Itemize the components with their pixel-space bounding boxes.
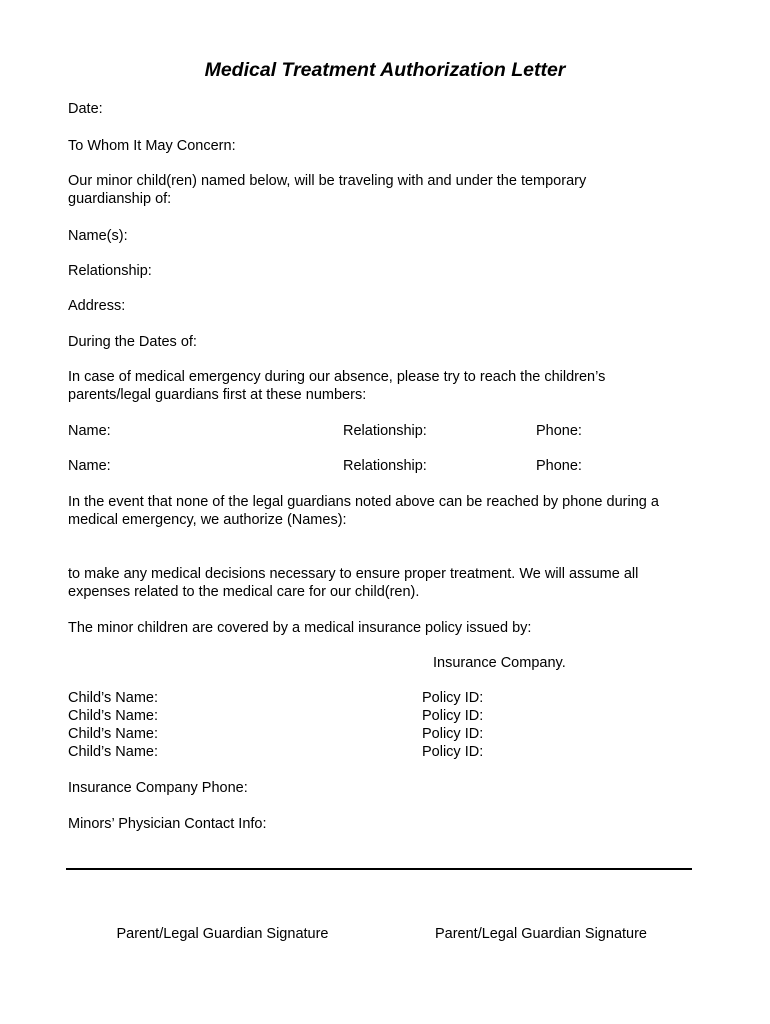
child-4-policy-field[interactable] [490, 742, 632, 757]
contact-phone-label: Phone: [536, 458, 582, 474]
names-label: Name(s): [68, 228, 128, 244]
intro-line-2: guardianship of: [68, 191, 172, 207]
document-title: Medical Treatment Authorization Letter [204, 59, 566, 81]
contact-name-label: Name: [68, 458, 111, 474]
intro-line-1: Our minor child(ren) named below, will be traveling with and under the temporary [68, 173, 587, 189]
child-name-label: Child’s Name: [68, 726, 158, 742]
decisions-line-2: expenses related to the medical care for our child(ren). [68, 584, 420, 600]
contact-1-name-field[interactable] [112, 420, 339, 436]
child-3-policy-field[interactable] [490, 724, 632, 739]
child-name-label: Child’s Name: [68, 690, 158, 706]
signature-line-1[interactable] [67, 904, 378, 921]
contact-phone-label: Phone: [536, 423, 582, 439]
emergency-line-2: parents/legal guardians first at these numbers: [68, 387, 367, 403]
signature-label-1: Parent/Legal Guardian Signature [116, 926, 329, 942]
section-divider [66, 868, 692, 870]
policy-id-label: Policy ID: [422, 708, 484, 724]
dates-label: During the Dates of: [68, 334, 197, 350]
physician-contact-field[interactable] [279, 813, 681, 830]
contact-1-phone-field[interactable] [587, 420, 688, 436]
address-label: Address: [68, 298, 126, 314]
travel-dates-field[interactable] [205, 331, 685, 347]
signature-line-2[interactable] [386, 904, 689, 921]
child-name-label: Child’s Name: [68, 744, 158, 760]
contact-2-phone-field[interactable] [587, 455, 688, 472]
insurance-company-field[interactable] [68, 652, 428, 668]
relationship-label: Relationship: [68, 263, 152, 279]
contact-2-name-field[interactable] [112, 455, 339, 472]
contact-name-label: Name: [68, 423, 111, 439]
contact-1-relationship-field[interactable] [431, 420, 532, 436]
contact-2-relationship-field[interactable] [431, 455, 532, 472]
physician-label: Minors’ Physician Contact Info: [68, 816, 267, 832]
emergency-line-1: In case of medical emergency during our absence, please try to reach the children’s [68, 369, 606, 385]
decisions-line-1: to make any medical decisions necessary to ensure proper treatment. We will assume all [68, 566, 639, 582]
date-field[interactable] [107, 98, 276, 116]
insurance-phone-field[interactable] [259, 777, 678, 793]
child-2-name-field[interactable] [166, 706, 417, 721]
policy-id-label: Policy ID: [422, 744, 484, 760]
child-3-name-field[interactable] [166, 724, 417, 739]
relationship-field[interactable] [160, 260, 688, 276]
date-label: Date: [68, 101, 103, 117]
child-1-policy-field[interactable] [490, 688, 632, 703]
insurance-phone-label: Insurance Company Phone: [68, 780, 248, 796]
policy-id-label: Policy ID: [422, 726, 484, 742]
authorize-line-1: In the event that none of the legal guardians noted above can be reached by phone during a [68, 494, 659, 510]
child-1-name-field[interactable] [166, 688, 417, 703]
insurance-company-label: Insurance Company. [433, 655, 566, 671]
insurance-intro: The minor children are covered by a medical insurance policy issued by: [68, 620, 532, 636]
contact-relationship-label: Relationship: [343, 458, 427, 474]
child-name-label: Child’s Name: [68, 708, 158, 724]
policy-id-label: Policy ID: [422, 690, 484, 706]
child-2-policy-field[interactable] [490, 706, 632, 721]
address-field[interactable] [132, 295, 686, 312]
signature-label-2: Parent/Legal Guardian Signature [434, 926, 647, 942]
authorize-line-2: medical emergency, we authorize (Names): [68, 512, 347, 528]
greeting: To Whom It May Concern: [68, 138, 236, 154]
guardian-names-field[interactable] [134, 225, 688, 241]
child-4-name-field[interactable] [166, 742, 417, 757]
contact-relationship-label: Relationship: [343, 423, 427, 439]
authorized-names-field[interactable] [68, 546, 688, 563]
